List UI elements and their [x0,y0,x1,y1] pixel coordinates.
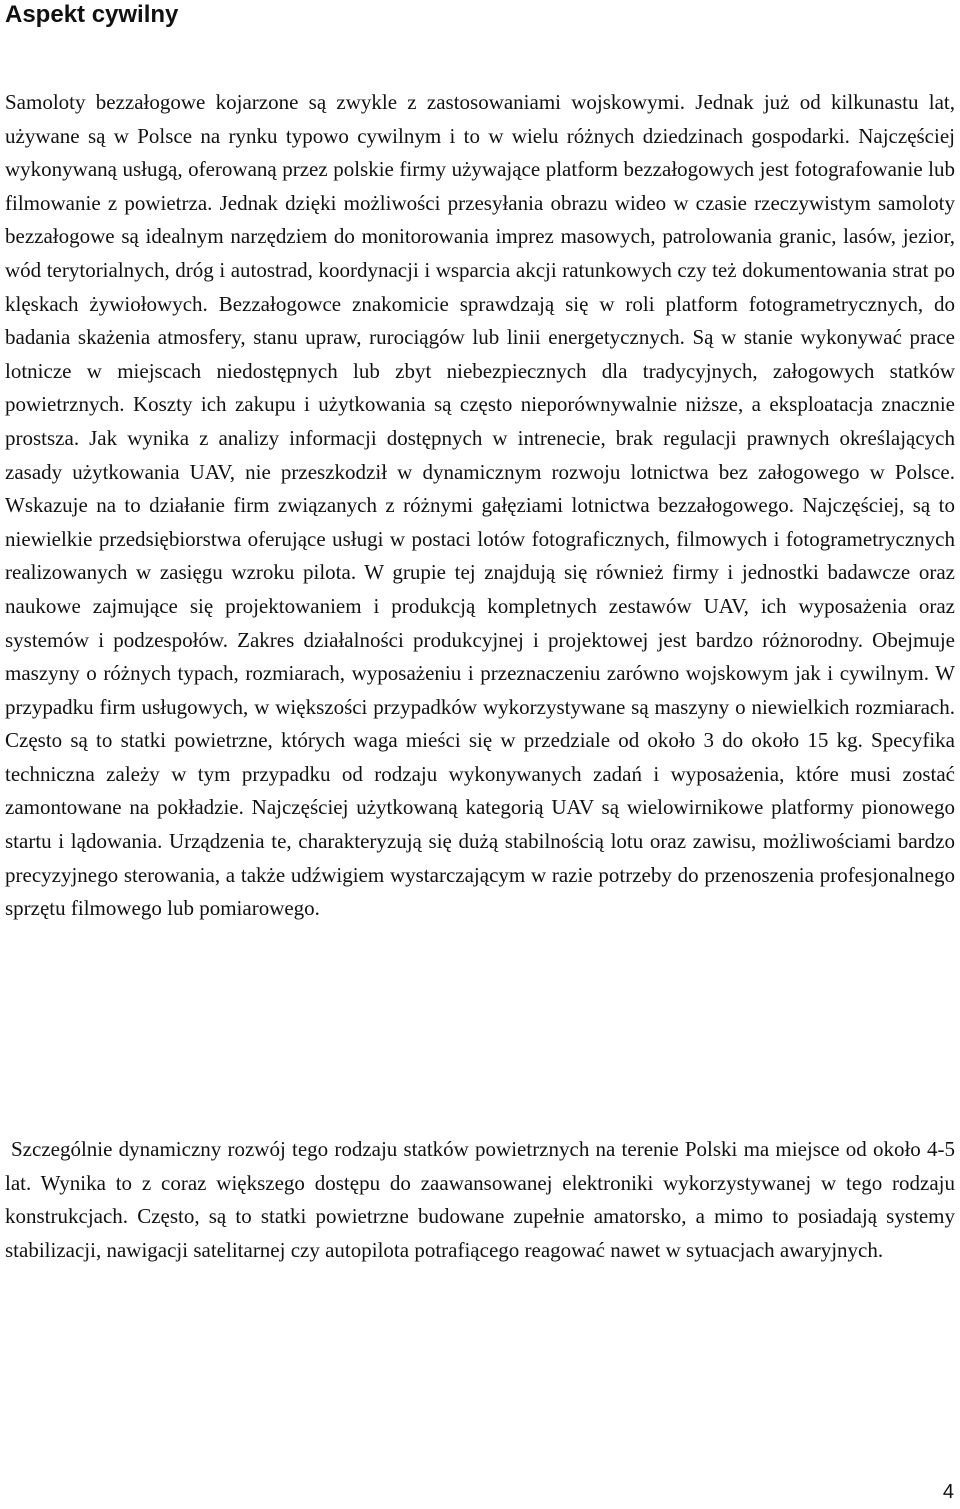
paragraph-development: Szczególnie dynamiczny rozwój tego rodzaju statków powietrznych na terenie Polski ma miejsce od około 4-5 lat. Wynika to z coraz większego dostępu do zaawansowanej elektroniki wykorzystywanej w tego rodzaju konstrukcjach. Często, są to statki powietrzne budowane zupełnie amatorsko, a mimo to posiadają systemy stabilizacji, nawigacji satelitarnej czy autopilota potrafiącego reagować nawet w sytuacjach awaryjnych. [5,1137,955,1262]
page-number: 4 [942,1481,954,1503]
paragraph-civil-uses: Samoloty bezzałogowe kojarzone są zwykle z zastosowaniami wojskowymi. Jednak już od kilkunastu lat, używane są w Polsce na rynku typowo cywilnym i to w wielu różnych dziedzinach gospodarki. Najczęściej wykonywaną usługą, oferowaną przez polskie firmy używające platform bezzałogowych jest fotografowanie lub filmowanie z powietrza. Jednak dzięki możliwości przesyłania obrazu wideo w czasie rzeczywistym samoloty bezzałogowe są idealnym narzędziem do monitorowania imprez masowych, patrolowania granic, lasów, jezior, wód terytorialnych, dróg i autostrad, koordynacji i wsparcia akcji ratunkowych czy też dokumentowania strat po klęskach żywiołowych. Bezzałogowce znakomicie sprawdzają się w roli platform fotogrametrycznych, do badania skażenia atmosfery, stanu upraw, rurociągów lub linii energetycznych. Są w stanie wykonywać prace lotnicze w miejscach niedostępnych lub zbyt niebezpiecznych dla tradycyjnych, załogowych statków powietrznych. Koszty ich zakupu i użytkowania są często nieporównywalnie niższe, a eksploatacja znacznie prostsza. Jak wynika z analizy informacji dostępnych w intrenecie, brak regulacji prawnych określających zasady użytkowania UAV, nie przeszkodził w dynamicznym rozwoju lotnictwa bez załogowego w Polsce. Wskazuje na to działanie firm związanych z różnymi gałęziami lotnictwa bezzałogowego. Najczęściej, są to niewielkie przedsiębiorstwa oferujące usługi w postaci lotów fotograficznych, filmowych i fotogrametrycznych realizowanych w zasięgu wzroku pilota. W grupie tej znajdują się również firmy i jednostki badawcze oraz naukowe zajmujące się projektowaniem i produkcją kompletnych zestawów UAV, ich wyposażenia oraz systemów i podzespołów. Zakres działalności produkcyjnej i projektowej jest bardzo różnorodny. Obejmuje maszyny o różnych typach, rozmiarach, wyposażeniu i przeznaczeniu zarówno wojskowym jak i cywilnym. W przypadku firm usługowych, w większości przypadków wykorzystywane są maszyny o niewielkich rozmiarach. Często są to statki powietrzne, których waga mieści się w przedziale od około 3 do około 15 kg. Specyfika techniczna zależy w tym przypadku od rodzaju wykonywanych zadań i wyposażenia, które musi zostać zamontowane na pokładzie. Najczęściej użytkowaną kategorią UAV są wielowirnikowe platformy pionowego startu i lądowania. Urządzenia te, charakteryzują się dużą stabilnością lotu oraz zawisu, możliwościami bardzo precyzyjnego sterowania, a także udźwigiem wystarczającym w razie potrzeby do przenoszenia profesjonalnego sprzętu filmowego lub pomiarowego. [5,90,955,921]
section-heading: Aspekt cywilny [5,1,179,28]
